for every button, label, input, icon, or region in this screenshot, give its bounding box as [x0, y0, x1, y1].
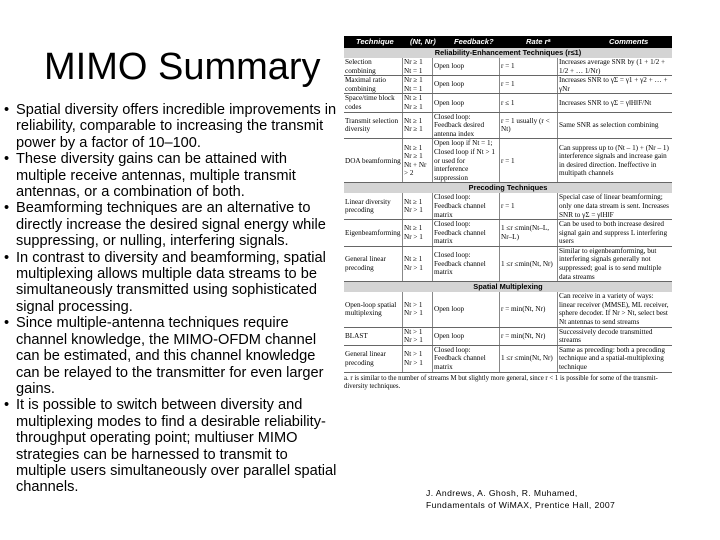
table-body	[344, 48, 672, 373]
citation-line: J. Andrews, A. Ghosh, R. Muhamed,	[426, 488, 578, 498]
antenna-line: Nt ≥ 1	[404, 94, 423, 103]
table-row	[344, 328, 672, 346]
antenna-cell	[402, 193, 432, 219]
bullet-item: • Since multiple-antenna techniques require channel knowledge, the MIMO-OFDM channel can be estimated, and this channel knowledge can be relayed to the transmitter for even larger gains.	[4, 315, 338, 397]
antenna-line: Nr > 1	[404, 336, 423, 345]
comments-cell: Increases SNR to γΣ = γ1 + γ2 + … + γNr	[557, 76, 672, 93]
technique-cell: Maximal ratio combining	[345, 76, 386, 93]
antenna-line: Nr > 1	[404, 264, 423, 273]
table-row	[344, 139, 672, 183]
antenna-line: Nr ≥ 1	[404, 76, 423, 85]
comments-cell: Successively decode transmitted streams	[557, 328, 672, 345]
comments-cell: Similar to eigenbeamforming, but interfering signals generally not suppressed; goal is to send multiple data streams	[557, 247, 672, 281]
antenna-line: Nr ≥ 1	[404, 102, 423, 111]
table-row	[344, 58, 672, 76]
bullet-item: • These diversity gains can be attained with multiple receive antennas, multiple transmit antennas, or a combination of both.	[4, 151, 338, 200]
comments-cell: Can be used to both increase desired signal gain and suppress L interfering users	[557, 220, 672, 246]
antenna-cell	[402, 292, 432, 326]
technique-cell: Transmit selection diversity	[345, 116, 399, 134]
bullet-list	[4, 102, 338, 496]
antenna-line: Nr ≥ 1	[404, 125, 423, 134]
antenna-line: Nr > 1	[404, 232, 423, 241]
feedback-cell: Closed loop: Feedback desired antenna index	[432, 113, 499, 139]
feedback-cell: Closed loop: Feedback channel matrix	[432, 346, 499, 372]
table-row	[344, 193, 672, 220]
antenna-line: Nt + Nr > 2	[404, 160, 427, 178]
comments-cell: Increases average SNR by (1 + 1/2 + 1/2 + … 1/Nr)	[557, 58, 672, 75]
table-row	[344, 220, 672, 247]
rate-cell: 1 ≤r ≤min(Nt–L, Nr–L)	[499, 220, 557, 246]
bullet-item: • Beamforming techniques are an alternative to directly increase the desired signal energy while suppressing, or nulling, interfering signals.	[4, 200, 338, 249]
antenna-cell	[402, 328, 432, 345]
rate-cell: r = 1	[499, 58, 557, 75]
table-row	[344, 292, 672, 327]
antenna-cell	[402, 76, 432, 93]
feedback-cell: Open loop	[432, 94, 499, 111]
antenna-line: Nr > 1	[404, 206, 423, 215]
antenna-line: Nr ≥ 1	[404, 58, 423, 66]
table-row	[344, 94, 672, 112]
antenna-line: Nr ≥ 1	[404, 152, 423, 161]
antenna-cell	[402, 346, 432, 372]
antenna-line: Nt > 1	[404, 350, 423, 359]
table-row	[344, 247, 672, 282]
table-section-header: Spatial Multiplexing	[344, 282, 672, 292]
antenna-line: Nt > 1	[404, 327, 423, 336]
table-footnote: a. r is similar to the number of streams M but slightly more general, since r < 1 is possible for some of the transmit-diversity techniques.	[344, 374, 658, 390]
antenna-cell	[402, 58, 432, 75]
antenna-line: Nt ≥ 1	[404, 197, 423, 206]
comments-cell: Special case of linear beamforming; only one data stream is sent. Increases SNR to γΣ = γ‖H‖F	[557, 193, 672, 219]
table-header-row	[344, 36, 672, 48]
antenna-cell	[402, 247, 432, 281]
mimo-table	[344, 36, 672, 391]
feedback-cell: Closed loop: Feedback channel matrix	[432, 220, 499, 246]
comments-cell: Can suppress up to (Nt – 1) + (Nr – 1) interference signals and increase gain in desired direction. Ineffective in multipath channels	[557, 139, 672, 182]
technique-cell: Space/time block codes	[345, 94, 395, 111]
feedback-cell: Open loop	[432, 76, 499, 93]
rate-cell: r ≤ 1	[499, 94, 557, 111]
rate-cell: r = 1	[499, 139, 557, 182]
citation-line: Fundamentals of WiMAX, Prentice Hall, 2007	[426, 500, 616, 510]
technique-cell: General linear precoding	[345, 350, 386, 367]
feedback-cell: Open loop	[432, 292, 499, 326]
antenna-line: Nt ≥ 1	[404, 143, 423, 152]
bullet-item: • Spatial diversity offers incredible improvements in reliability, comparable to increasing the transmit power by a factor of 10–100.	[4, 102, 338, 151]
rate-cell: 1 ≤r ≤min(Nt, Nr)	[499, 247, 557, 281]
table-header-cell: (Nt, Nr)	[410, 37, 436, 46]
table-section-header: Reliability-Enhancement Techniques (r≤1)	[344, 48, 672, 58]
antenna-cell	[402, 94, 432, 111]
feedback-cell: Closed loop: Feedback channel matrix	[432, 193, 499, 219]
table-row	[344, 76, 672, 94]
table-header-cell: Feedback?	[454, 37, 494, 46]
table-header-cell: Rate rᵃ	[526, 37, 551, 46]
comments-cell: Increases SNR to γΣ = γ‖H‖F/Nt	[557, 94, 672, 111]
comments-cell: Can receive in a variety of ways: linear receiver (MMSE), ML receiver, sphere decoder. If Nr > Nt, select best Nt antennas to send streams	[557, 292, 672, 326]
feedback-cell: Open loop	[432, 328, 499, 345]
rate-cell: 1 ≤r ≤min(Nt, Nr)	[499, 346, 557, 372]
antenna-line: Nr > 1	[404, 358, 423, 367]
rate-cell: r = 1 usually (r < Nt)	[499, 113, 557, 139]
feedback-cell: Open loop if Nt = 1; Closed loop if Nt > 1 or used for interference suppression	[432, 139, 499, 182]
technique-cell: Linear diversity precoding	[345, 197, 391, 215]
slide-title: MIMO Summary	[44, 46, 321, 88]
antenna-line: Nt = 1	[404, 84, 423, 93]
technique-cell: Selection combining	[345, 58, 376, 75]
rate-cell: r = min(Nt, Nr)	[499, 292, 557, 326]
citation	[426, 487, 615, 511]
antenna-line: Nr > 1	[404, 309, 423, 318]
table-row	[344, 113, 672, 140]
antenna-line: Nt > 1	[404, 300, 423, 309]
technique-cell: BLAST	[345, 331, 368, 340]
bullet-item: • It is possible to switch between diversity and multiplexing modes to find a desirable reliability-throughput operating point; multiuser MIMO strategies can be harnessed to transmit to multiple users simultaneously over parallel spatial channels.	[4, 397, 338, 495]
table-header-cell: Technique	[356, 37, 394, 46]
table-section-header: Precoding Techniques	[344, 183, 672, 193]
antenna-line: Nt = 1	[404, 66, 423, 75]
feedback-cell: Closed loop: Feedback channel matrix	[432, 247, 499, 281]
antenna-cell	[402, 113, 432, 139]
technique-cell: General linear precoding	[345, 255, 386, 273]
comments-cell: Same SNR as selection combining	[557, 113, 672, 139]
table-row	[344, 346, 672, 373]
rate-cell: r = min(Nt, Nr)	[499, 328, 557, 345]
antenna-line: Nt ≥ 1	[404, 255, 423, 264]
bullet-item: • In contrast to diversity and beamforming, spatial multiplexing allows multiple data streams to be simultaneously transmitted using sophisticated signal processing.	[4, 250, 338, 316]
antenna-cell	[402, 220, 432, 246]
comments-cell: Same as preceding: both a precoding technique and a spatial-multiplexing technique	[557, 346, 672, 372]
feedback-cell: Open loop	[432, 58, 499, 75]
antenna-line: Nt ≥ 1	[404, 224, 423, 233]
rate-cell: r = 1	[499, 76, 557, 93]
rate-cell: r = 1	[499, 193, 557, 219]
technique-cell: DOA beamforming	[345, 156, 401, 165]
technique-cell: Open-loop spatial multiplexing	[345, 300, 397, 318]
technique-cell: Eigenbeamforming	[345, 228, 401, 237]
antenna-line: Nt ≥ 1	[404, 116, 423, 125]
antenna-cell	[402, 139, 432, 182]
table-header-cell: Comments	[609, 37, 649, 46]
